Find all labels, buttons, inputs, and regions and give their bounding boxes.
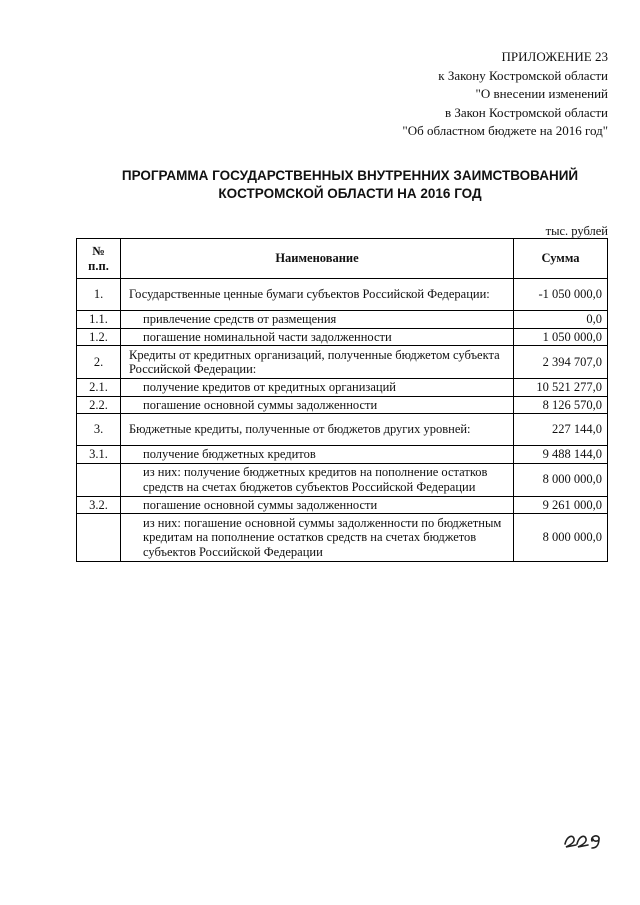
row-amount: 8 000 000,0 — [514, 463, 608, 496]
row-name: привлечение средств от размещения — [121, 311, 514, 329]
appendix-line: "Об областном бюджете на 2016 год" — [402, 123, 608, 138]
header-amount: Сумма — [514, 239, 608, 279]
appendix-line: в Закон Костромской области — [444, 104, 608, 120]
header-number — [77, 239, 121, 279]
row-number: 2.1. — [77, 379, 121, 397]
row-name: из них: получение бюджетных кредитов на пополнение остатков средств на счетах бюджетов субъектов Российской Федерации — [121, 463, 514, 496]
row-amount: 227 144,0 — [514, 414, 608, 446]
row-number: 3. — [77, 414, 121, 446]
row-name: из них: погашение основной суммы задолженности по бюджетным кредитам на пополнение остатков средств на счетах бюджетов субъектов Российской Федерации — [121, 514, 514, 562]
table-row — [77, 496, 608, 514]
row-amount: 1 050 000,0 — [514, 328, 608, 346]
row-name: погашение основной суммы задолженности — [121, 496, 514, 514]
handwritten-page-mark — [562, 826, 606, 850]
row-amount: 9 261 000,0 — [514, 496, 608, 514]
table-header-row — [77, 239, 608, 279]
row-amount: 0,0 — [514, 311, 608, 329]
appendix-header — [308, 48, 608, 141]
row-name: погашение основной суммы задолженности — [121, 396, 514, 414]
row-name: погашение номинальной части задолженности — [121, 328, 514, 346]
header-name: Наименование — [121, 239, 514, 279]
table-row — [77, 463, 608, 496]
row-name: Кредиты от кредитных организаций, полученные бюджетом субъекта Российской Федерации: — [121, 346, 514, 379]
row-number: 1.2. — [77, 328, 121, 346]
header-number-line1: № — [92, 244, 105, 258]
table-row — [77, 446, 608, 464]
table-row — [77, 328, 608, 346]
borrowing-program-table — [76, 238, 608, 562]
row-number: 2. — [77, 346, 121, 379]
table-row — [77, 279, 608, 311]
units-label: тыс. рублей — [545, 224, 608, 238]
row-number: 2.2. — [77, 396, 121, 414]
row-number: 3.2. — [77, 496, 121, 514]
title-line-2: КОСТРОМСКОЙ ОБЛАСТИ НА 2016 ГОД — [218, 186, 482, 201]
row-number — [77, 514, 121, 562]
appendix-line: ПРИЛОЖЕНИЕ 23 — [501, 49, 608, 64]
table-row — [77, 346, 608, 379]
table-row — [77, 414, 608, 446]
appendix-line: к Закону Костромской области — [438, 67, 608, 83]
row-name: получение бюджетных кредитов — [121, 446, 514, 464]
table-row — [77, 396, 608, 414]
document-title — [60, 167, 640, 203]
appendix-line: "О внесении изменений — [475, 86, 608, 101]
row-name: Государственные ценные бумаги субъектов Российской Федерации: — [121, 279, 514, 311]
row-amount: 10 521 277,0 — [514, 379, 608, 397]
row-name: Бюджетные кредиты, полученные от бюджетов других уровней: — [121, 414, 514, 446]
row-number: 1. — [77, 279, 121, 311]
row-amount: 8 126 570,0 — [514, 396, 608, 414]
row-number: 3.1. — [77, 446, 121, 464]
row-number: 1.1. — [77, 311, 121, 329]
row-number — [77, 463, 121, 496]
table-row — [77, 311, 608, 329]
row-amount: 8 000 000,0 — [514, 514, 608, 562]
header-number-line2: п.п. — [88, 258, 109, 273]
table-row — [77, 514, 608, 562]
row-amount: 2 394 707,0 — [514, 346, 608, 379]
row-amount: -1 050 000,0 — [514, 279, 608, 311]
table-row — [77, 379, 608, 397]
row-amount: 9 488 144,0 — [514, 446, 608, 464]
title-line-1: ПРОГРАММА ГОСУДАРСТВЕННЫХ ВНУТРЕННИХ ЗАИМСТВОВАНИЙ — [121, 168, 579, 183]
row-name: получение кредитов от кредитных организаций — [121, 379, 514, 397]
